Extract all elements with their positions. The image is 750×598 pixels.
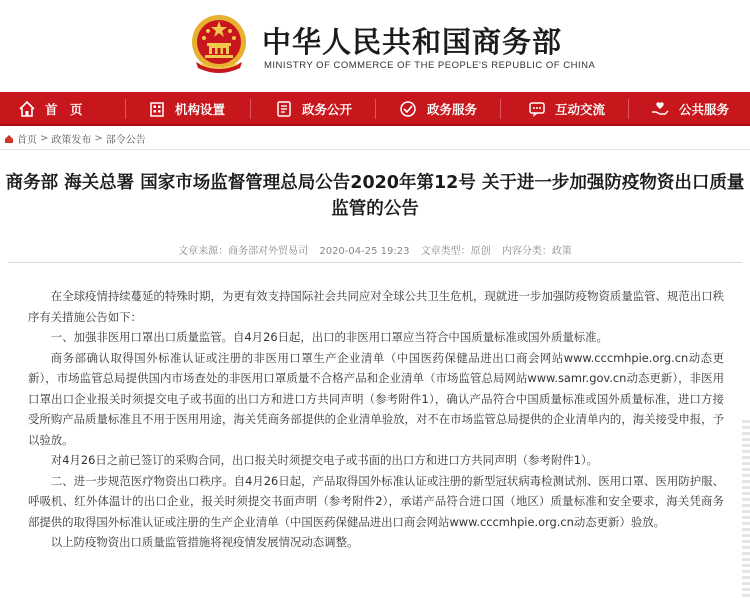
article-type: 文章类型：原创 — [420, 246, 491, 257]
breadcrumb-separator: > — [40, 133, 49, 144]
article-paragraph: 商务部确认取得国外标准认证或注册的非医用口罩生产企业清单（中国医药保健品进出口商会网站www.cccmhpie.org.cn动态更新），市场监管总局提供国内市场查处的非医用口罩质量不合格产品和企业清单（市场监管总局网站www.samr.gov.cn动态更新），非医用口罩出口企业报关时须提交电子或书面的出口方和进口方共同声明（参考附件1），确认产品符合中国质量标准或国外质量标准，进口方接受所购产品质量标准且不用于医用用途，海关凭商务部提供的企业清单验放，对不在市场监管总局提供的企业清单内的，海关接受申报，予以验放。 — [28, 350, 724, 447]
nav-item-interaction[interactable] — [528, 92, 605, 126]
nav-item-home[interactable] — [18, 92, 83, 126]
article-date: 2020-04-25 19:23 — [319, 246, 410, 257]
home-icon — [4, 134, 14, 144]
nav-item-public-services[interactable] — [650, 92, 729, 126]
main-nav — [0, 92, 750, 126]
article-paragraph: 对4月26日之前已签订的采购合同，出口报关时须提交电子或书面的出口方和进口方共同声明（参考附件1）。 — [50, 453, 599, 467]
nav-label: 政务服务 — [427, 102, 478, 117]
building-icon — [148, 100, 166, 118]
article-title: 商务部 海关总署 国家市场监督管理总局公告2020年第12号 关于进一步加强防疫物资出口质量监管的公告 — [5, 173, 745, 219]
article-paragraph: 在全球疫情持续蔓延的特殊时期，为更有效支持国际社会共同应对全球公共卫生危机，现就进一步加强防疫物资质量监管、规范出口秩序有关措施公告如下： — [28, 289, 724, 324]
nav-divider — [628, 99, 629, 119]
article-paragraph: 一、加强非医用口罩出口质量监管。自4月26日起，出口的非医用口罩应当符合中国质量标准或国外质量标准。 — [50, 330, 608, 344]
breadcrumb-separator: > — [94, 133, 103, 144]
nav-item-organization[interactable] — [148, 92, 225, 126]
site-title-english: MINISTRY OF COMMERCE OF THE PEOPLE'S REPUBLIC OF CHINA — [264, 60, 596, 71]
nav-label: 首 页 — [45, 102, 83, 117]
nav-label: 政务公开 — [302, 102, 353, 117]
nav-divider — [125, 99, 126, 119]
home-icon — [18, 100, 36, 118]
article-meta — [0, 242, 750, 257]
nav-item-government-services[interactable] — [398, 92, 477, 126]
breadcrumb-home[interactable]: 首页 — [17, 135, 37, 146]
nav-item-government-affairs[interactable] — [275, 92, 352, 126]
scrollbar[interactable] — [742, 420, 750, 598]
breadcrumb-policy-release[interactable]: 政策发布 — [51, 135, 92, 146]
document-icon — [275, 100, 293, 118]
article-category: 内容分类：政策 — [501, 246, 572, 257]
title-divider — [8, 262, 742, 263]
site-title: 中华人民共和国商务部 — [262, 25, 563, 59]
breadcrumb-announcements[interactable]: 部令公告 — [105, 135, 146, 146]
breadcrumb — [0, 128, 750, 150]
article-source: 文章来源：商务部对外贸易司 — [178, 246, 309, 257]
nav-divider — [500, 99, 501, 119]
site-header — [0, 0, 750, 92]
chat-icon — [528, 100, 546, 118]
nav-label: 公共服务 — [679, 102, 730, 117]
nav-label: 机构设置 — [175, 102, 226, 117]
nav-divider — [375, 99, 376, 119]
article-body — [28, 286, 724, 553]
hand-icon — [650, 100, 670, 118]
article-paragraph: 二、进一步规范医疗物资出口秩序。自4月26日起，产品取得国外标准认证或注册的新型冠状病毒检测试剂、医用口罩、医用防护服、呼吸机、红外体温计的出口企业，报关时须提交书面声明（参考附件2），承诺产品符合进口国（地区）质量标准和安全要求，海关凭商务部提供的取得国外标准认证或注册的生产企业清单（中国医药保健品进出口商会网站www.cccmhpie.org.cn动态更新）验放。 — [28, 473, 724, 529]
national-emblem-icon — [190, 12, 248, 74]
article-paragraph: 以上防疫物资出口质量监管措施将视疫情发展情况动态调整。 — [50, 535, 359, 549]
service-icon — [398, 100, 418, 118]
nav-divider — [250, 99, 251, 119]
nav-label: 互动交流 — [555, 102, 606, 117]
